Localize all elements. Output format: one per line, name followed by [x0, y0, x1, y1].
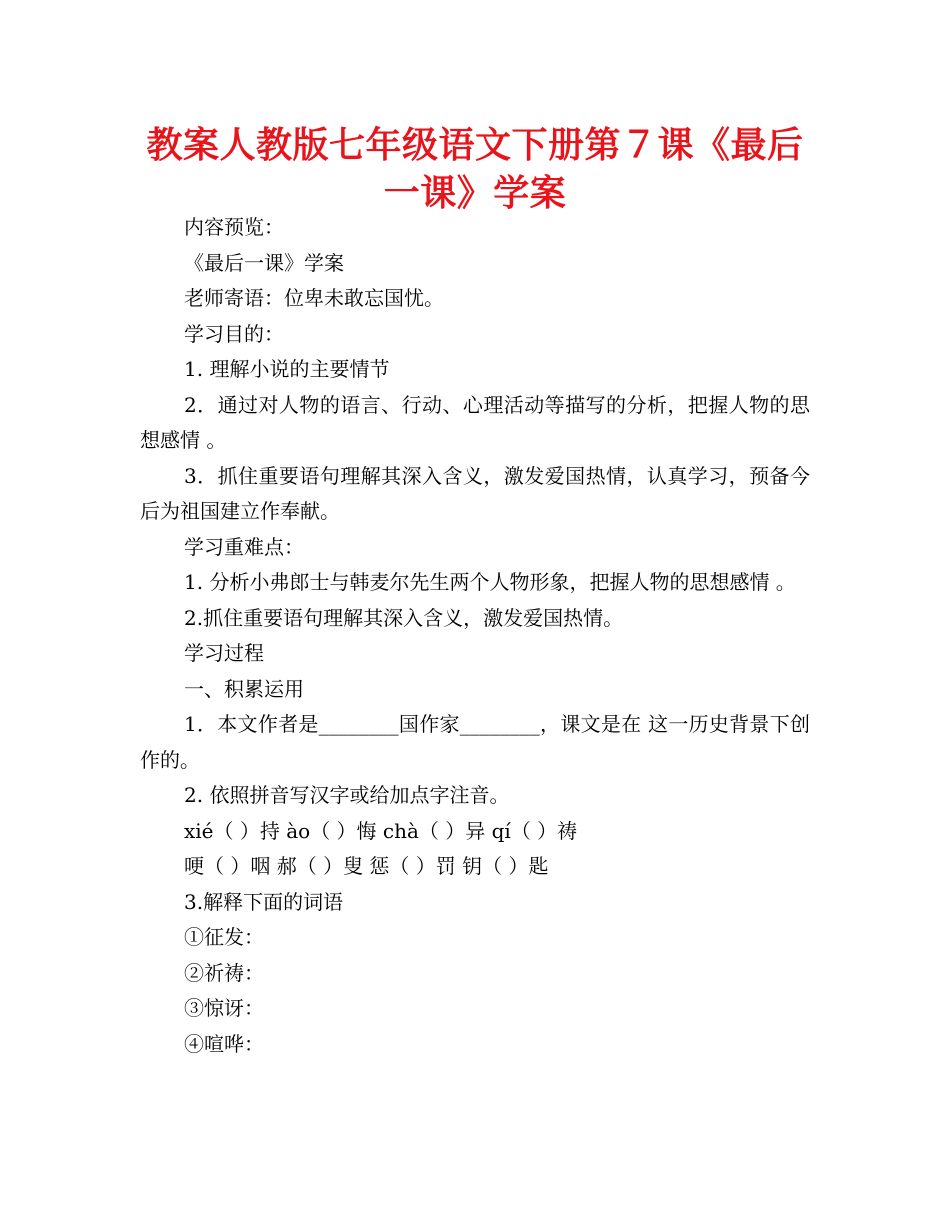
paragraph-objective-1: 1. 理解小说的主要情节 — [184, 357, 390, 381]
paragraph-term-2: ②祈祷： — [184, 960, 264, 985]
paragraph-section-one-heading: 一、积累运用 — [184, 676, 304, 701]
paragraph-key-points-heading: 学习重难点： — [184, 534, 304, 559]
paragraph-pinyin-row-2: 哽（ ）咽 郝（ ）叟 惩（ ）罚 钥（ ）匙 — [184, 854, 549, 878]
paragraph-objective-2: 2．通过对人物的语言、行动、心理活动等描写的分析，把握人物的思想感情 。 — [140, 392, 810, 452]
paragraph-objectives-heading: 学习目的： — [184, 321, 284, 346]
paragraph-term-4: ④喧哗： — [184, 1031, 264, 1056]
paragraph-objective-3: 3．抓住重要语句理解其深入含义，激发爱国热情，认真学习，预备今后为祖国建立作奉献。 — [140, 463, 810, 523]
paragraph-pinyin-row-1: xié（ ）持 ào（ ）悔 chà（ ）异 qí（ ）祷 — [184, 818, 578, 843]
paragraph-lesson-title: 《最后一课》学案 — [184, 250, 344, 275]
paragraph-question-1: 1．本文作者是________国作家________，课文是在 这一历史背景下创作的。 — [140, 712, 810, 772]
document-title: 教案人教版七年级语文下册第７课《最后一课》学案 — [146, 125, 804, 214]
document-body — [140, 210, 810, 1062]
paragraph-preview-label: 内容预览： — [184, 215, 284, 239]
paragraph-key-point-2: 2.抓住重要语句理解其深入含义，激发爱国热情。 — [184, 605, 624, 630]
paragraph-teacher-message: 老师寄语：位卑未敢忘国忧。 — [184, 286, 444, 310]
paragraph-process-heading: 学习过程 — [184, 641, 264, 665]
paragraph-term-1: ①征发： — [184, 925, 264, 949]
paragraph-question-2: 2. 依照拼音写汉字或给加点字注音。 — [184, 783, 510, 807]
paragraph-term-3: ③惊讶： — [184, 996, 264, 1020]
paragraph-question-3: 3.解释下面的词语 — [184, 889, 344, 914]
paragraph-key-point-1: 1. 分析小弗郎士与韩麦尔先生两个人物形象，把握人物的思想感情 。 — [184, 570, 796, 594]
